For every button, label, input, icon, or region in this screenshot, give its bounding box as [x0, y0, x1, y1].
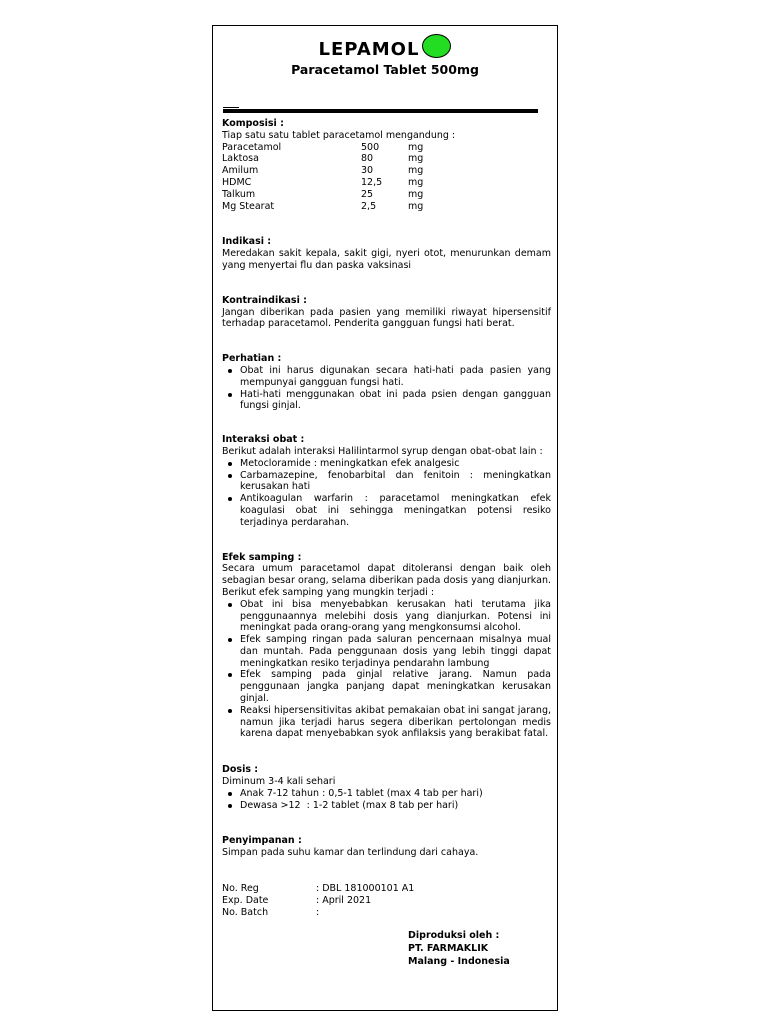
- section-dosis: [222, 764, 551, 811]
- section-title: Indikasi :: [222, 236, 272, 248]
- section-title: Komposisi :: [222, 118, 284, 129]
- product-subtitle: Paracetamol Tablet 500mg: [291, 62, 479, 77]
- ingredient-unit: mg: [408, 176, 424, 188]
- green-circle-logo-icon: [422, 34, 451, 58]
- brand-name: LEPAMOL: [318, 38, 420, 60]
- ingredient-unit: mg: [408, 141, 424, 153]
- manufacturer-location: Malang - Indonesia: [408, 956, 510, 968]
- manufacturer-label: Diproduksi oleh :: [408, 930, 500, 941]
- list-item: Anak 7-12 tahun : 0,5-1 tablet (max 4 tab per hari): [240, 788, 551, 800]
- ingredient-name: Laktosa: [222, 153, 259, 165]
- table-row: [222, 177, 438, 189]
- list-item: Reaksi hipersensitivitas akibat pemakaian obat ini sangat jarang, namun jika terjadi harus segera diberikan pertolongan medis karena dapat menyebabkan syok anfilaksis yang berakibat fatal.: [240, 704, 551, 740]
- section-komposisi: [222, 118, 551, 212]
- section-title: Penyimpanan :: [222, 835, 302, 847]
- reg-label: No. Reg: [222, 883, 259, 895]
- table-row: [222, 907, 414, 919]
- brand-row: [213, 36, 557, 62]
- ingredient-unit: mg: [408, 188, 424, 200]
- dosis-intro: Diminum 3-4 kali sehari: [222, 776, 336, 788]
- table-row: [222, 883, 414, 895]
- ingredient-amount: 12,5: [361, 176, 383, 188]
- list-item: Efek samping pada ginjal relative jarang. Namun pada penggunaan jangka panjang dapat meningkatkan kerusakan ginjal.: [240, 669, 551, 705]
- indikasi-text: Meredakan sakit kepala, sakit gigi, nyeri otot, menurunkan demam yang menyertai flu dan paska vaksinasi: [222, 248, 551, 271]
- list-item: Obat ini harus digunakan secara hati-hati pada pasien yang mempunyai gangguan fungsi hati.: [240, 364, 551, 388]
- ingredient-unit: mg: [408, 153, 424, 165]
- list-item: Carbamazepine, fenobarbital dan fenitoin : meningkatkan kerusakan hati: [240, 469, 551, 493]
- section-efek-samping: [222, 552, 551, 741]
- package-insert: [212, 25, 558, 1011]
- list-item: Metocloramide : meningkatkan efek analgesic: [240, 458, 551, 470]
- section-title: Perhatian :: [222, 353, 282, 365]
- reg-label: Exp. Date: [222, 894, 269, 906]
- ingredient-amount: 80: [361, 153, 374, 165]
- efek-list: [222, 599, 551, 741]
- table-row: [222, 142, 438, 154]
- interaksi-list: [222, 458, 551, 529]
- table-row: [222, 153, 438, 165]
- list-item: Efek samping ringan pada saluran pencernaan misalnya mual dan muntah. Pada penggunaan dosis yang lebih tinggi dapat meningkatkan resiko terjadinya pendarahn lambung: [240, 634, 551, 669]
- ingredient-unit: mg: [408, 165, 424, 177]
- interaksi-intro: Berikut adalah interaksi Halilintarmol syrup dengan obat-obat lain :: [222, 445, 543, 457]
- divider-thick: [223, 109, 538, 113]
- komposisi-intro: Tiap satu satu tablet paracetamol mengandung :: [222, 129, 456, 141]
- section-perhatian: [222, 353, 551, 412]
- ingredient-amount: 500: [361, 141, 380, 153]
- header: [213, 36, 557, 77]
- section-title: Kontraindikasi :: [222, 294, 307, 306]
- dosis-list: [222, 788, 551, 812]
- table-row: [222, 189, 438, 201]
- manufacturer-block: [408, 929, 510, 969]
- composition-table: [222, 142, 438, 213]
- efek-intro: Secara umum paracetamol dapat ditoleransi dengan baik oleh sebagian besar orang, selama diberikan pada dosis yang dianjurkan. Berikut efek samping yang mungkin terjadi :: [222, 563, 551, 598]
- table-row: [222, 895, 414, 907]
- section-title: Interaksi obat :: [222, 434, 305, 446]
- ingredient-amount: 30: [361, 165, 374, 177]
- kontraindikasi-text: Jangan diberikan pada pasien yang memiliki riwayat hipersensitif terhadap paracetamol. Penderita gangguan fungsi hati berat.: [222, 306, 551, 330]
- table-row: [222, 165, 438, 177]
- ingredient-amount: 2,5: [361, 200, 377, 212]
- section-indikasi: [222, 236, 551, 271]
- manufacturer-name: PT. FARMAKLIK: [408, 943, 489, 955]
- reg-value: :: [316, 906, 320, 918]
- list-item: Antikoagulan warfarin : paracetamol meningkatkan efek koagulasi obat ini sehingga meningatkan potensi resiko terjadinya perdarahan.: [240, 493, 551, 528]
- ingredient-name: Talkum: [222, 188, 256, 200]
- reg-value: : DBL 181000101 A1: [316, 883, 415, 895]
- list-item: Obat ini bisa menyebabkan kerusakan hati terutama jika penggunaannya melebihi dosis yang dianjurkan. Potensi ini meningkat pada orang-orang yang mengkonsumsi alcohol.: [240, 598, 551, 634]
- list-item: Hati-hati menggunakan obat ini pada psien dengan gangguan fungsi ginjal.: [240, 388, 551, 412]
- section-title: Dosis :: [222, 764, 259, 776]
- list-item: Dewasa >12 : 1-2 tablet (max 8 tab per hari): [240, 800, 551, 812]
- ingredient-name: Amilum: [222, 165, 259, 177]
- reg-label: No. Batch: [222, 906, 269, 918]
- content: [222, 118, 551, 918]
- ingredient-amount: 25: [361, 188, 374, 200]
- perhatian-list: [222, 365, 551, 412]
- ingredient-name: HDMC: [222, 176, 252, 188]
- divider-thin: [223, 107, 239, 108]
- section-penyimpanan: [222, 835, 551, 859]
- registration-table: [222, 883, 414, 918]
- reg-value: : April 2021: [316, 894, 372, 906]
- ingredient-name: Paracetamol: [222, 141, 282, 153]
- section-interaksi: [222, 434, 551, 528]
- penyimpanan-text: Simpan pada suhu kamar dan terlindung dari cahaya.: [222, 847, 479, 859]
- ingredient-unit: mg: [408, 200, 424, 212]
- section-kontraindikasi: [222, 295, 551, 330]
- ingredient-name: Mg Stearat: [222, 200, 275, 212]
- section-title: Efek samping :: [222, 551, 302, 563]
- table-row: [222, 201, 438, 213]
